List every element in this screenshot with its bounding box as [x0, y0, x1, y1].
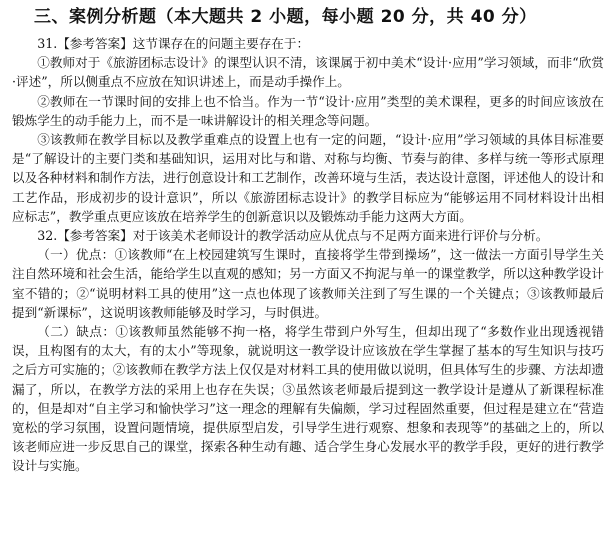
q31-point-1: ①教师对于《旅游团标志设计》的课型认识不清，该课属于初中美术“设计·应用”学习领域，而非“欣赏·评述”，所以侧重点不应放在知识讲述上，而是动手操作上。: [12, 55, 604, 90]
q31-intro: 31.【参考答案】这节课存在的问题主要存在于：: [37, 36, 310, 51]
q32-cons: （二）缺点：①该教师虽然能够不拘一格，将学生带到户外写生，但却出现了“多数作业出现透视错误，且构图有的太大，有的太小”等现象，就说明这一教学设计应该放在学生掌握了基本的写生知识与技巧之后方可实施的；②该教师在教学方法上仅仅是对材料工具的使用做以说明，但具体写生的步骤、方法却遗漏了，所以，在教学方法的采用上也存在失误；③虽然该老师最后提到这一教学设计是遵从了新课程标准的，但是却对“自主学习和愉快学习”这一理念的理解有失偏颇，学习过程固然重要，但过程是建立在“营造宽松的学习氛围，设置问题情境，提供原型启发，引导学生进行观察、想象和表现等”的基础之上的，所以该老师应进一步反思自己的课堂，探索各种生动有趣、适合学生身心发展水平的教学手段，更好的进行教学设计与实施。: [12, 324, 604, 474]
section-title: 三、案例分析题（本大题共 2 小题，每小题 20 分，共 40 分）: [34, 7, 537, 27]
q31-point-3: ③该教师在教学目标以及教学重难点的设置上也有一定的问题，“设计·应用”学习领域的具体目标准要是“了解设计的主要门类和基础知识，运用对比与和谐、对称与均衡、节奏与韵律、多样与统一等形式原理以及各种材料和制作方法，进行创意设计和工艺制作，改善环境与生活，表达设计意图，评述他人的设计和工艺作品，形成初步的设计意识”，所以《旅游团标志设计》的教学目标应为“能够运用不同材料设计出相应标志”，教学重点更应该放在培养学生的创新意识以及锻炼动手能力这两大方面。: [12, 132, 604, 224]
q32-intro: 32.【参考答案】对于该美术老师设计的教学活动应从优点与不足两方面来进行评价与分析。: [37, 228, 549, 244]
q32-pros: （一）优点：①该教师“在上校园建筑写生课时，直接将学生带到操场”，这一做法一方面引导学生关注自然环境和社会生活，能给学生以直观的感知；另一方面又不拘泥与单一的课堂教学，所以这种教学设计室不错的；②“说明材料工具的使用”这一点也体现了该教师关注到了写生课的一个关键点；③该教师最后提到“新课标”，这说明该教师能够及时学习，与时俱进。: [12, 247, 604, 320]
q31-point-2: ②教师在一节课时间的安排上也不恰当。作为一节“设计·应用”类型的美术课程，更多的时间应该放在锻炼学生的动手能力上，而不是一味讲解设计的相关理念等问题。: [12, 93, 604, 128]
